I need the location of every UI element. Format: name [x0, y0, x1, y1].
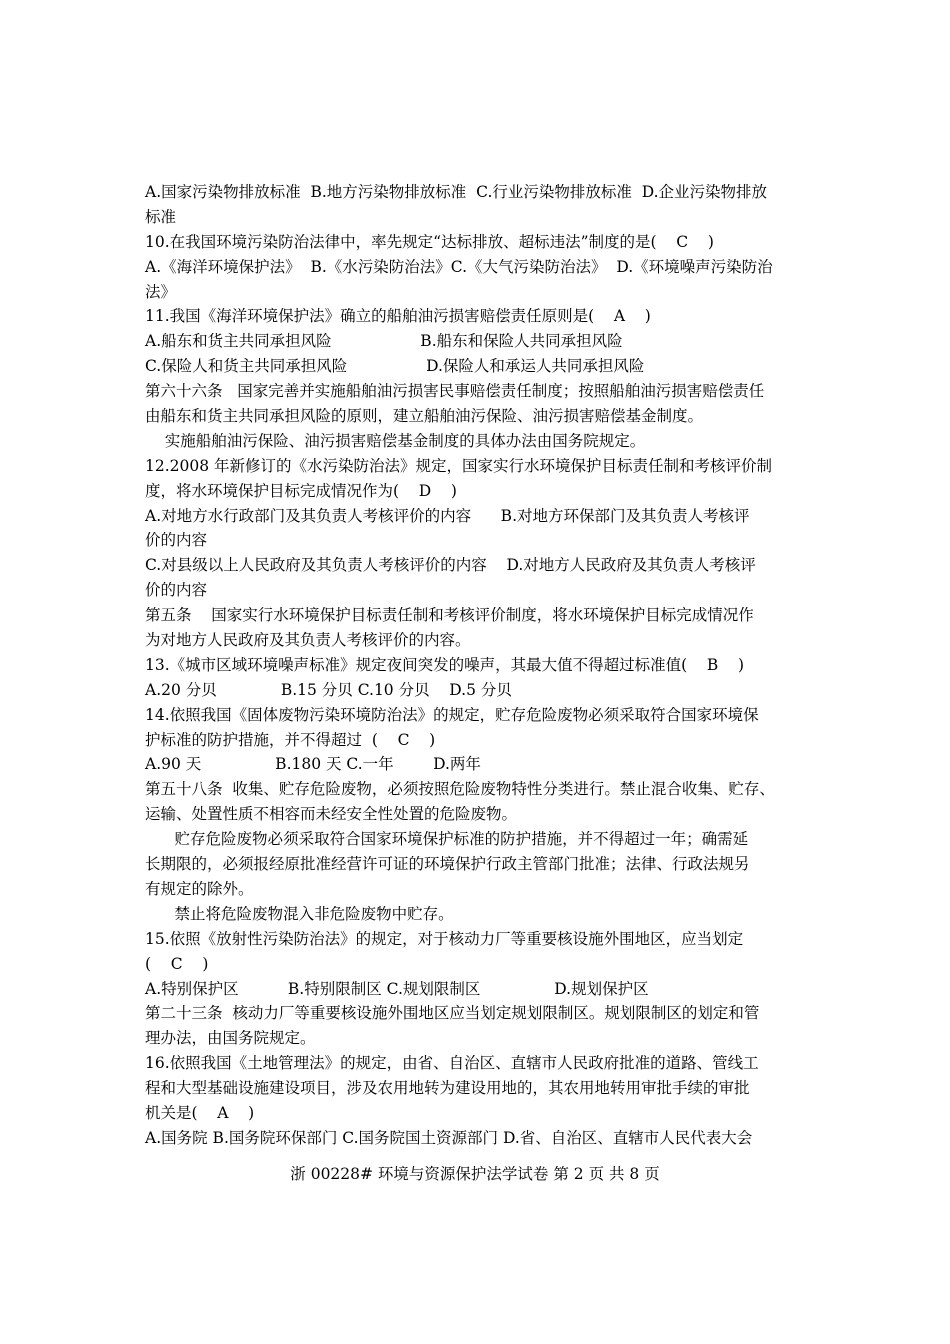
text-line: 为对地方人民政府及其负责人考核评价的内容。: [145, 631, 471, 650]
text-line: A.国家污染物排放标准 B.地方污染物排放标准 C.行业污染物排放标准 D.企业污染物排放: [145, 183, 768, 201]
text-line: 第五十八条 收集、贮存危险废物，必须按照危险废物特性分类进行。禁止混合收集、贮存、: [145, 780, 775, 799]
text-line: 14.依照我国《固体废物污染环境防治法》的规定，贮存危险废物必须采取符合国家环境保: [145, 705, 759, 724]
page-body: [145, 180, 810, 1151]
text-line: 11.我国《海洋环境保护法》确立的船舶油污损害赔偿责任原则是( A ): [145, 307, 651, 326]
text-line: A.特别保护区 B.特别限制区 C.规划限制区 D.规划保护区: [145, 979, 649, 998]
text-line: 价的内容: [145, 581, 208, 600]
text-line: 15.依照《放射性污染防治法》的规定，对于核动力厂等重要核设施外围地区，应当划定: [145, 929, 744, 948]
text-line: 程和大型基础设施建设项目，涉及农用地转为建设用地的，其农用地转用审批手续的审批: [145, 1079, 750, 1098]
text-line: A.90 天 B.180 天 C.一年 D.两年: [145, 755, 481, 774]
text-line: 法》: [145, 282, 177, 301]
text-line: 贮存危险废物必须采取符合国家环境保护标准的防护措施，并不得超过一年；确需延: [145, 830, 749, 849]
text-line: 运输、处置性质不相容而未经安全性处置的危险废物。: [145, 805, 518, 824]
text-line: 10.在我国环境污染防治法律中，率先规定“达标排放、超标违法”制度的是( C ): [145, 232, 714, 251]
text-line: C.保险人和货主共同承担风险 D.保险人和承运人共同承担风险: [145, 357, 645, 376]
text-line: 有规定的除外。: [145, 879, 254, 898]
page-footer: 浙 00228# 环境与资源保护法学试卷 第 2 页 共 8 页: [290, 1165, 660, 1183]
text-line: 标准: [145, 207, 177, 226]
text-line: 机关是( A ): [145, 1103, 255, 1122]
text-line: 禁止将危险废物混入非危险废物中贮存。: [145, 904, 454, 923]
text-line: 价的内容: [145, 531, 208, 550]
text-line: A.20 分贝 B.15 分贝 C.10 分贝 D.5 分贝: [145, 680, 512, 699]
text-line: 第五条 国家实行水环境保护目标责任制和考核评价制度，将水环境保护目标完成情况作: [145, 606, 754, 625]
text-line: 长期限的，必须报经原批准经营许可证的环境保护行政主管部门批准；法律、行政法规另: [145, 855, 750, 874]
text-line: 第六十六条 国家完善并实施船舶油污损害民事赔偿责任制度；按照船舶油污损害赔偿责任: [145, 382, 765, 401]
text-line: 实施船舶油污保险、油污损害赔偿基金制度的具体办法由国务院规定。: [145, 431, 646, 450]
text-line: 理办法，由国务院规定。: [145, 1029, 316, 1048]
text-line: A.国务院 B.国务院环保部门 C.国务院国土资源部门 D.省、自治区、直辖市人民代表大会: [145, 1128, 753, 1147]
text-line: 护标准的防护措施，并不得超过 ( C ): [145, 730, 436, 749]
text-line: A.《海洋环境保护法》 B.《水污染防治法》C.《大气污染防治法》 D.《环境噪声污染防治: [145, 257, 773, 276]
text-line: 度，将水环境保护目标完成情况作为( D ): [145, 481, 457, 500]
text-line: 由船东和货主共同承担风险的原则，建立船舶油污保险、油污损害赔偿基金制度。: [145, 407, 704, 426]
text-line: 第二十三条 核动力厂等重要核设施外围地区应当划定规划限制区。规划限制区的划定和管: [145, 1004, 760, 1023]
text-line: 12.2008 年新修订的《水污染防治法》规定，国家实行水环境保护目标责任制和考核评价制: [145, 456, 773, 475]
text-line: A.对地方水行政部门及其负责人考核评价的内容 B.对地方环保部门及其负责人考核评: [145, 506, 750, 525]
text-line: C.对县级以上人民政府及其负责人考核评价的内容 D.对地方人民政府及其负责人考核评: [145, 556, 756, 575]
text-line: 13.《城市区域环境噪声标准》规定夜间突发的噪声，其最大值不得超过标准值( B ): [145, 655, 745, 674]
text-line: A.船东和货主共同承担风险 B.船东和保险人共同承担风险: [145, 332, 623, 351]
text-line: 16.依照我国《土地管理法》的规定，由省、自治区、直辖市人民政府批准的道路、管线工: [145, 1054, 759, 1073]
text-line: ( C ): [145, 954, 209, 973]
